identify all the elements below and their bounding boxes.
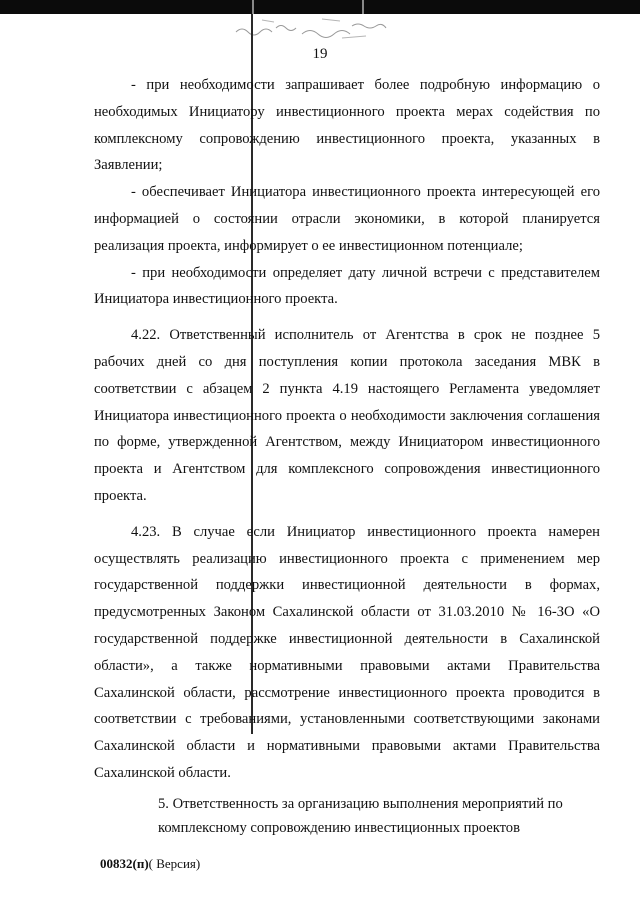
body-paragraph: - обеспечивает Инициатора инвестиционного проекта интересующей его информацией о состоянии отрасли экономики, в которой планируется реализация проекта, информирует о ее инвестиционном потенциале; (94, 184, 600, 254)
page-number: 19 (312, 46, 328, 62)
scan-border-notch (252, 0, 254, 14)
clause-4-23: 4.23. В случае если Инициатор инвестиционного проекта намерен осуществлять реализацию инвестиционного проекта с применением мер государственной поддержки инвестиционной деятельности в формах, предусмотренных Законом Сахалинской области от 31.03.2010 № 16-ЗО «О государственной поддержке инвестиционной деятельности в Сахалинской области», а также нормативными правовыми актами Правительства Сахалинской области, рассмотрение инвестиционного проекта проводится в соответствии с требованиями, установленными соответствующими законами Сахалинской области и нормативными правовыми актами Правительства Сахалинской области. (94, 523, 600, 781)
section-heading-line: 5. Ответственность за организацию выполнения мероприятий по (158, 795, 563, 812)
document-body (94, 72, 600, 840)
faint-stamp-marks (232, 16, 392, 40)
section-5-heading (94, 792, 600, 840)
scan-border-notch (362, 0, 364, 14)
document-footer (100, 856, 200, 872)
document-code: 00832(п) (100, 856, 149, 871)
document-version: ( Версия) (148, 856, 201, 871)
body-paragraph: - при необходимости запрашивает более подробную информацию о необходимых Инициатору инвестиционного проекта мерах содействия по комплексному сопровождению инвестиционного проекта, указанных в Заявлении; (94, 77, 600, 174)
section-heading-line: комплексному сопровождению инвестиционных проектов (158, 819, 520, 836)
clause-4-22: 4.22. Ответственный исполнитель от Агентства в срок не позднее 5 рабочих дней со дня поступления копии протокола заседания МВК в соответствии с абзацем 2 пункта 4.19 настоящего Регламента уведомляет Инициатора инвестиционного проекта о необходимости заключения соглашения по форме, утвержденной Агентством, между Инициатором инвестиционного проекта и Агентством для комплексного сопровождения инвестиционного проекта. (94, 327, 600, 504)
scan-top-border (0, 0, 640, 14)
body-paragraph: - при необходимости определяет дату личной встречи с представителем Инициатора инвестиционного проекта. (94, 264, 600, 308)
